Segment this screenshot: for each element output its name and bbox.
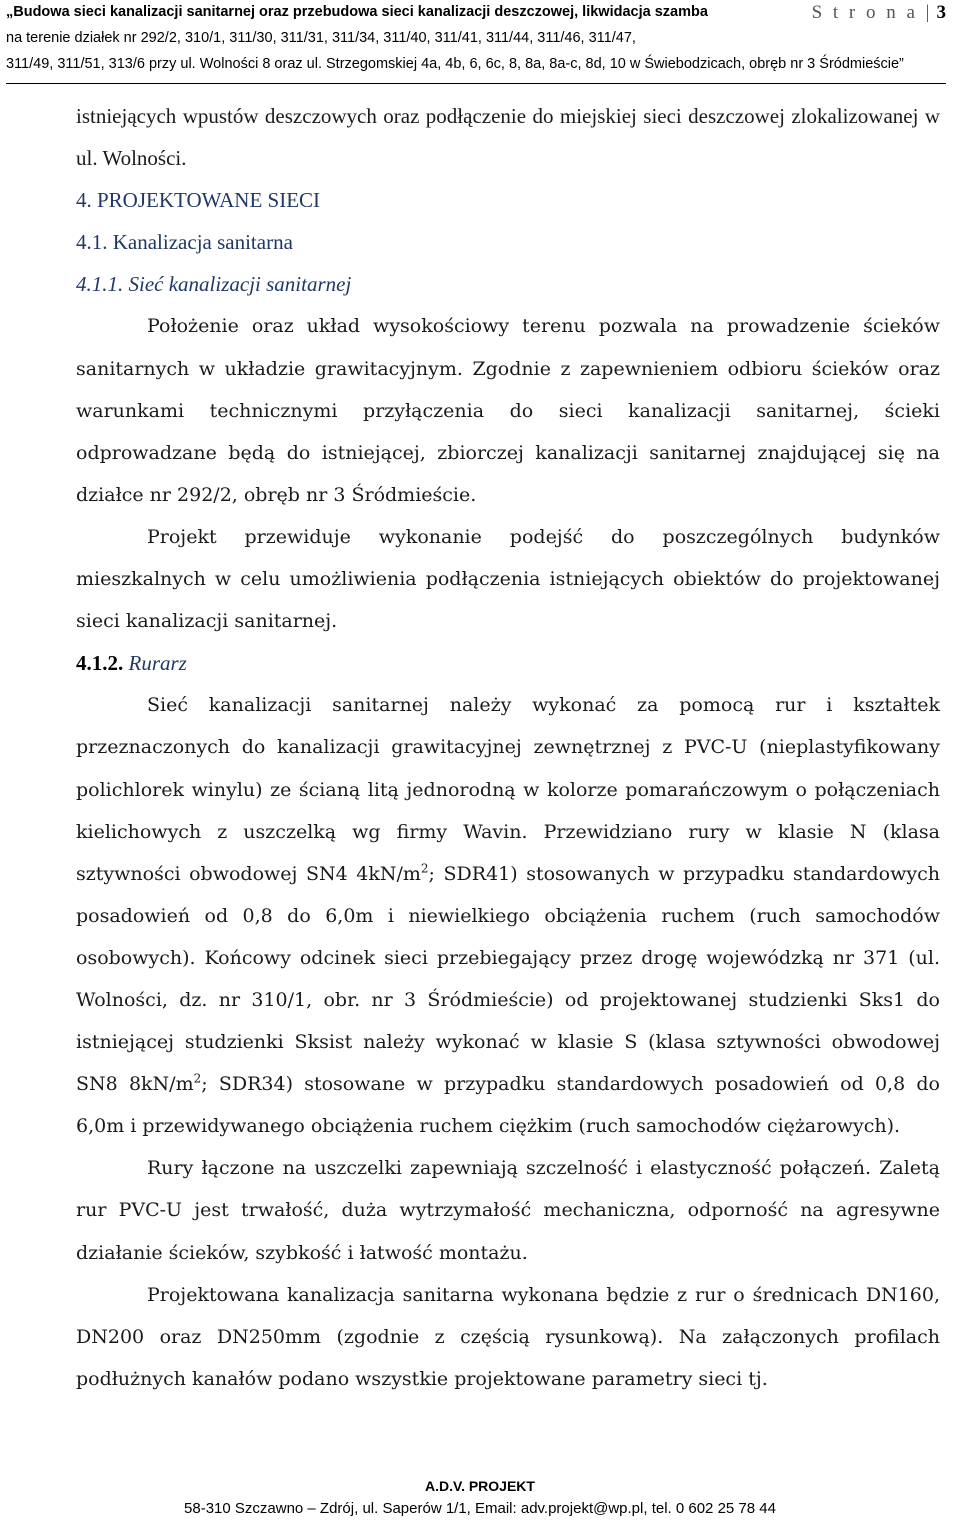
paragraph-seals: Rury łączone na uszczelki zapewniają szczelność i elastyczność połączeń. Zaletą rur PVC-U jest trwałość, duża wytrzymałość mechaniczna, odporność na agresywne działanie ścieków, szybkość i łatwość montażu.: [76, 1157, 940, 1264]
footer-address: 58-310 Szczawno – Zdrój, ul. Saperów 1/1, Email: adv.projekt@wp.pl, tel. 0 602 25 78 44: [184, 1500, 776, 1517]
document-body: [76, 95, 940, 1400]
paragraph-diameters: Projektowana kanalizacja sanitarna wykonana będzie z rur o średnicach DN160, DN200 oraz DN250mm (zgodnie z częścią rysunkową). Na załączonych profilach podłużnych kanałów podano wszystkie projektowane parametry sieci tj.: [76, 1283, 940, 1390]
heading-4-1-2-number: 4.1.2.: [76, 651, 124, 676]
superscript-2-a: 2: [420, 861, 429, 876]
page-header: [6, 0, 946, 84]
paragraph-pipes-part-3: ; SDR34) stosowane w przypadku standardowych posadowień od 0,8 do 6,0m i przewidywanego obciążenia ruchem ciężkim (ruch samochodów ciężarowych).: [76, 1073, 940, 1138]
heading-4-1-1: 4.1.1. Sieć kanalizacji sanitarnej: [76, 272, 352, 297]
paragraph-pipes-part-1: Sieć kanalizacji sanitarnej należy wykonać za pomocą rur i kształtek przeznaczonych do kanalizacji grawitacyjnej zewnętrznej z PVC-U (nieplastyfikowany polichlorek winylu) ze ścianą litą jednorodną w kolorze pomarańczowym o połączeniach kielichowych z uszczelką wg firmy Wavin. Przewidziano rury w klasie N (klasa sztywności obwodowej SN4 4kN/m: [76, 694, 940, 885]
intro-paragraph: istniejących wpustów deszczowych oraz podłączenie do miejskiej sieci deszczowej zlokalizowanej w ul. Wolności.: [76, 104, 940, 171]
heading-4-1: 4.1. Kanalizacja sanitarna: [76, 230, 293, 255]
page-label: S t r o n a |: [811, 2, 933, 23]
page-footer: [0, 1478, 960, 1517]
superscript-2-b: 2: [193, 1071, 202, 1086]
header-title-line-2: na terenie działek nr 292/2, 310/1, 311/30, 311/31, 311/34, 311/40, 311/41, 311/44, 311/46, 311/47,: [6, 30, 636, 46]
heading-4-1-2: [76, 642, 940, 684]
paragraph-pipes: [76, 684, 940, 1147]
footer-company: A.D.V. PROJEKT: [425, 1478, 535, 1494]
page-number-value: 3: [936, 2, 946, 23]
header-title-line-1: „Budowa sieci kanalizacji sanitarnej oraz przebudowa sieci kanalizacji deszczowej, likwidacja szamba: [6, 4, 708, 20]
paragraph-pipes-part-2: ; SDR41) stosowanych w przypadku standardowych posadowień od 0,8 do 6,0m i niewielkiego obciążenia ruchem (ruch samochodów osobowych). Końcowy odcinek sieci przebiegający przez drogę wojewódzką nr 371 (ul. Wolności, dz. nr 310/1, obr. nr 3 Śródmieście) od projektowanej studzienki Sks1 do istniejącej studzienki Sksist należy wykonać w klasie S (klasa sztywności obwodowej SN8 8kN/m: [76, 862, 940, 1096]
paragraph-connections: Projekt przewiduje wykonanie podejść do poszczególnych budynków mieszkalnych w celu umożliwienia podłączenia istniejących obiektów do projektowanej sieci kanalizacji sanitarnej.: [76, 525, 940, 633]
header-title-line-3: 311/49, 311/51, 313/6 przy ul. Wolności 8 oraz ul. Strzegomskiej 4a, 4b, 6, 6c, 8, 8a, 8a-c, 8d, 10 w Świebodzicach, obręb nr 3 Śródmieście”: [6, 56, 904, 72]
page-number: [812, 2, 946, 24]
paragraph-sewer-network: Położenie oraz układ wysokościowy terenu pozwala na prowadzenie ścieków sanitarnych w układzie grawitacyjnym. Zgodnie z zapewnieniem odbioru ścieków oraz warunkami technicznymi przyłączenia do sieci kanalizacji sanitarnej, ścieki odprowadzane będą do istniejącej, zbiorczej kanalizacji sanitarnej znajdującej się na działce nr 292/2, obręb nr 3 Śródmieście.: [76, 315, 940, 506]
heading-4: 4. PROJEKTOWANE SIECI: [76, 188, 321, 213]
heading-4-1-2-title: Rurarz: [128, 651, 187, 676]
